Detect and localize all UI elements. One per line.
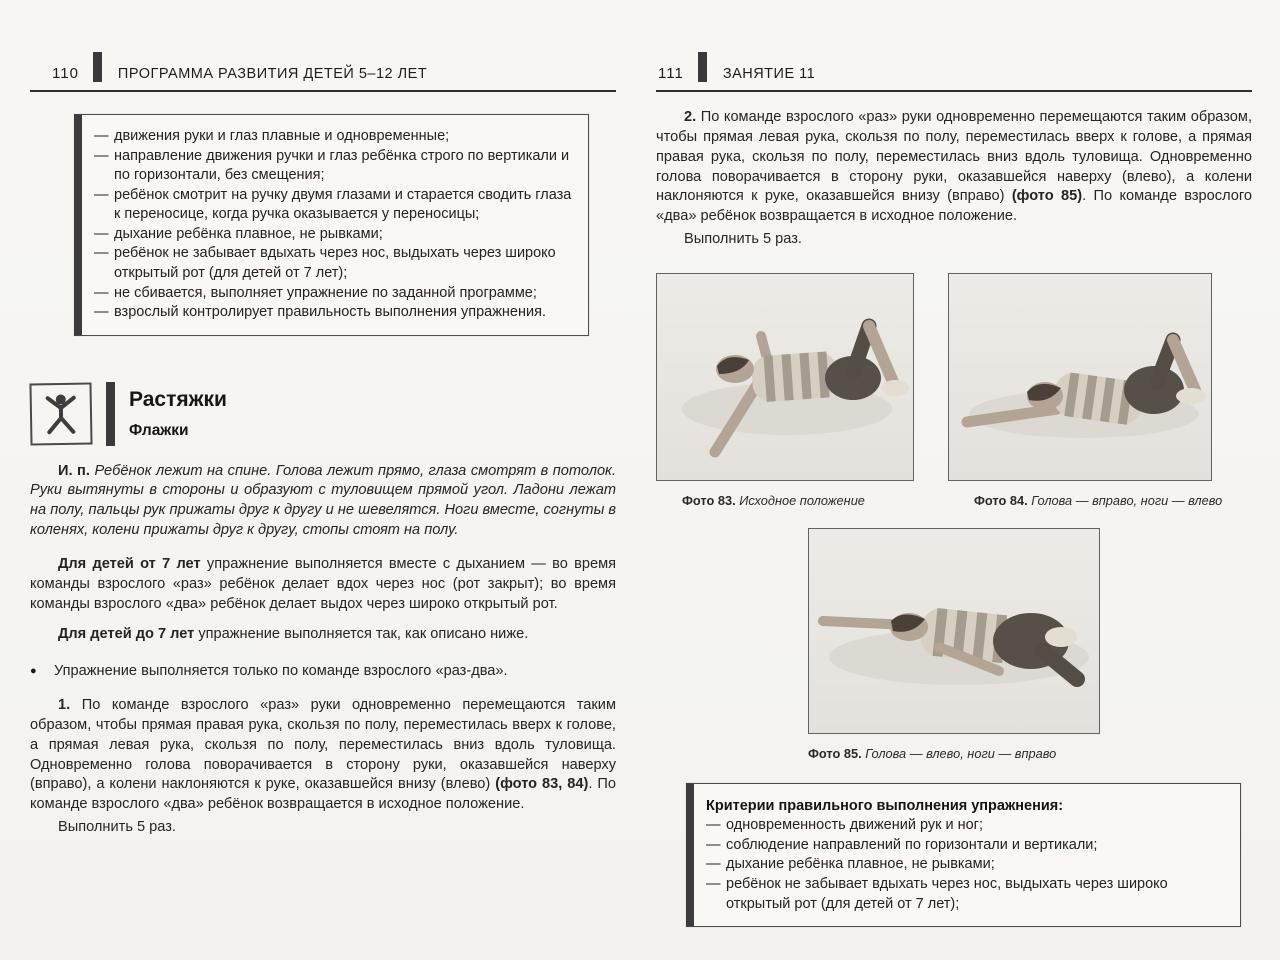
list-item-text: ребёнок не забывает вдыхать через нос, выдыхать через широко открытый рот (для детей от 7 лет); <box>114 245 556 281</box>
step-text-after: . По команде взрослого «два» ребёнок возвращается в исходное положение. <box>30 776 616 813</box>
list-item-text: соблюдение направлений по горизонтали и вертикали; <box>726 836 1098 853</box>
list-item <box>94 244 572 283</box>
paragraph-text: Ребёнок лежит на спине. Голова лежит прямо, глаза смотрят в потолок. Руки вытянуты в стороны и образуют с туловищем прямой угол. Ладони лежат на полу, пальцы рук прижаты друг к другу и не шевелятся. Ноги вместе, согнуты в коленях, колени прижаты друг к другу, стопы стоят на полу. <box>30 462 617 539</box>
repeat-note-left: Выполнить 5 раз. <box>58 819 176 836</box>
running-head-left <box>30 52 616 92</box>
list-item-text: ребёнок смотрит на ручку двумя глазами и старается сводить глаза к переносице, когда ручка оказывается у переносицы; <box>114 186 572 223</box>
running-title-left: ПРОГРАММА РАЗВИТИЯ ДЕТЕЙ 5–12 ЛЕТ <box>117 66 428 82</box>
photo-84-caption <box>948 493 1222 508</box>
paragraph-lead: И. п. <box>58 462 95 479</box>
photo-83-image <box>656 273 914 481</box>
section-subtitle: Флажки <box>129 421 189 439</box>
dash-marker: — <box>94 128 109 144</box>
photo-caption-text: Голова — вправо, ноги — влево <box>1031 493 1223 509</box>
list-item <box>706 875 1224 914</box>
step-text-after: . По команде взрослого «два» ребёнок возвращается в исходное положение. <box>656 188 1253 225</box>
photo-label: Фото 83. <box>682 493 740 509</box>
photo-83-figure <box>656 273 914 508</box>
dash-marker: — <box>94 186 109 203</box>
criteria-box-title: Критерии правильного выполнения упражнения: <box>706 798 1064 815</box>
section-heading <box>30 382 616 446</box>
running-head-right <box>656 52 1252 92</box>
paragraph-text: упражнение выполняется вместе с дыханием — во время команды взрослого «раз» ребёнок делает вдох через нос (рот закрыт); во время команды взрослого «два» ребёнок делает выдох через широко открытый рот. <box>30 556 617 612</box>
criteria-box-right <box>686 783 1241 927</box>
command-note <box>30 662 616 682</box>
list-item <box>706 855 1224 875</box>
photo-85-block <box>656 528 1252 761</box>
step-number: 1. <box>58 697 82 714</box>
photo-label: Фото 84. <box>974 493 1032 509</box>
photo-83-caption <box>656 493 914 508</box>
dash-marker: — <box>94 284 109 301</box>
list-item-text: не сбивается, выполняет упражнение по заданной программе; <box>114 284 537 301</box>
criteria-box-left <box>74 114 589 336</box>
age-7plus-paragraph <box>30 555 616 615</box>
header-bar-left <box>93 52 102 82</box>
photo-85-caption <box>808 746 1100 761</box>
dash-marker: — <box>94 225 109 242</box>
paragraph-lead: Для детей до 7 лет <box>58 625 199 642</box>
list-item-text: направление движения ручки и глаз ребёнка строго по вертикали и по горизонтали, без смещения; <box>114 147 570 184</box>
repeat-note-right: Выполнить 5 раз. <box>684 231 802 248</box>
step-text: По команде взрослого «раз» руки одновременно перемещаются таким образом, чтобы прямая правая рука, скользя по полу, переместилась вверх к голове, а прямая левая рука, скользя по полу, переместилась вниз вдоль туловища. Одновременно голова поворачивается в сторону руки, оказавшейся наверху (вправо), а колени наклоняются к руке, оказавшейся внизу (влево) <box>30 697 616 793</box>
dash-marker: — <box>706 856 721 873</box>
command-note-text: Упражнение выполняется только по команде взрослого «раз-два». <box>54 663 508 680</box>
stretch-figure-icon <box>29 382 92 445</box>
age-7minus-paragraph <box>30 625 616 645</box>
list-item-text: взрослый контролирует правильность выполнения упражнения. <box>114 304 546 321</box>
photo-caption-text: Исходное положение <box>739 493 865 509</box>
page-number-right: 111 <box>658 65 684 82</box>
list-item <box>94 284 572 304</box>
photo-caption-text: Голова — влево, ноги — вправо <box>865 746 1057 762</box>
dash-marker: — <box>94 245 109 262</box>
dash-marker: — <box>94 304 109 321</box>
header-bar-right <box>698 52 707 82</box>
dash-marker: — <box>706 817 721 834</box>
page-right <box>656 52 1252 927</box>
list-item-text: ребёнок не забывает вдыхать через нос, выдыхать через широко открытый рот (для детей от 7 лет); <box>726 876 1168 912</box>
section-bar <box>106 382 115 446</box>
step-text: По команде взрослого «раз» руки одновременно перемещаются таким образом, чтобы прямая левая рука, скользя по полу, переместилась вверх к голове, а прямая правая рука, скользя по полу, переместилась вниз вдоль туловища. Одновременно голова поворачивается в сторону руки, оказавшейся наверху (влево), а колени наклоняются к руке, оказавшейся внизу (вправо) <box>656 109 1252 205</box>
list-item <box>94 147 572 186</box>
list-item <box>706 836 1224 856</box>
list-item-text: дыхание ребёнка плавное, не рывками; <box>726 856 995 873</box>
list-item <box>94 186 572 225</box>
dash-marker: — <box>706 876 721 893</box>
section-title: Растяжки <box>129 387 227 411</box>
step-2-paragraph <box>656 108 1252 227</box>
step-number: 2. <box>684 109 701 125</box>
dash-marker: — <box>706 836 721 853</box>
paragraph-text: упражнение выполняется так, как описано ниже. <box>198 625 529 642</box>
bullet-icon: ● <box>30 665 37 678</box>
paragraph-lead: Для детей от 7 лет <box>58 556 207 572</box>
list-item <box>94 127 572 147</box>
photo-reference: (фото 83, 84) <box>495 776 589 793</box>
photo-label: Фото 85. <box>808 746 866 762</box>
photo-row <box>656 273 1252 508</box>
photo-84-image <box>948 273 1212 481</box>
step-1-paragraph <box>30 696 616 815</box>
list-item <box>94 225 572 245</box>
photo-reference: (фото 85) <box>1011 188 1083 205</box>
list-item <box>706 816 1224 836</box>
list-item <box>94 303 572 323</box>
photo-84-figure <box>948 273 1222 508</box>
photo-85-image <box>808 528 1100 734</box>
page-number-left: 110 <box>52 65 79 82</box>
running-title-right: ЗАНЯТИЕ 11 <box>722 66 816 82</box>
list-item-text: дыхание ребёнка плавное, не рывками; <box>114 225 383 242</box>
list-item-text: движения руки и глаз плавные и одновременные; <box>114 128 450 144</box>
page-left <box>30 52 616 850</box>
initial-position-paragraph <box>30 462 616 541</box>
list-item-text: одновременность движений рук и ног; <box>726 817 983 834</box>
dash-marker: — <box>94 147 109 164</box>
photo-85-figure <box>808 528 1100 761</box>
section-titles <box>129 388 227 440</box>
